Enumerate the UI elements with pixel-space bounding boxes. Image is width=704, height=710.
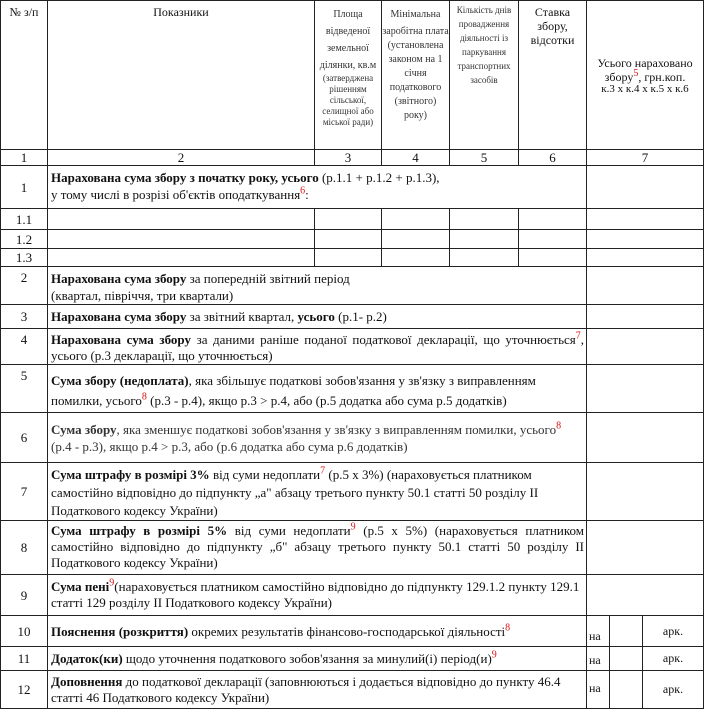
row-1-1 (1, 209, 704, 230)
row-12-description (48, 671, 587, 709)
row-4-total-cell[interactable] (587, 329, 704, 365)
header-row (1, 1, 704, 150)
rate-cell[interactable] (519, 230, 587, 249)
area-cell[interactable] (315, 249, 382, 267)
area-cell[interactable] (315, 209, 382, 230)
footnote-5: 5 (633, 68, 639, 79)
row-3-mid: за звітний квартал, (186, 309, 298, 324)
col-header-total (587, 1, 704, 150)
row-11-bold: Додаток(ки) (51, 651, 123, 666)
row-1 (1, 166, 704, 209)
na-label: на (587, 616, 610, 647)
row-4-tail: , усього (р.3 декларації, що уточнюється) (51, 332, 584, 363)
total-main: Усього нараховано збору (597, 56, 693, 84)
days-cell[interactable] (450, 230, 519, 249)
row-10-rest: окремих результатів фінансово-господарської діяльності (188, 623, 506, 639)
row-8-rest: від суми недоплати (227, 523, 351, 538)
min-wage-main: Мінімальна заробітна плата (382, 9, 449, 37)
row-3 (1, 305, 704, 329)
total-tail: , грн.коп. (638, 70, 686, 84)
row-11 (1, 647, 704, 671)
row-4-description (48, 329, 587, 365)
days-cell[interactable] (450, 209, 519, 230)
row-number: 3 (1, 305, 48, 329)
row-12 (1, 671, 704, 709)
row-12-bold: Доповнення (51, 674, 123, 689)
footnote-6: 6 (300, 185, 306, 197)
row-5-total-cell[interactable] (587, 365, 704, 413)
row-number: 7 (1, 463, 48, 521)
row-number: 1.1 (1, 209, 48, 230)
footnote-7: 7 (575, 330, 581, 342)
ark-label: арк. (643, 671, 704, 709)
row-number: 5 (1, 365, 48, 413)
sheets-count-input[interactable] (610, 671, 643, 709)
wage-cell[interactable] (382, 209, 450, 230)
row-number: 8 (1, 521, 48, 575)
sheets-count-input[interactable] (610, 647, 643, 671)
days-cell[interactable] (450, 249, 519, 267)
area-note: (затверджена рішенням сільської, селищної або міської ради) (322, 73, 374, 127)
days-text: Кількість днів провадження діяльності із паркування транспортних засобів (456, 5, 512, 85)
row-7-tail: (р.5 х 3%) (нараховується платником самостійно відповідно до підпункту „а" абзацу третього пункту 50.1 статті 50 розділу ІІ Податкового кодексу України) (51, 467, 539, 518)
total-cell[interactable] (587, 249, 704, 267)
row-8-bold: Сума штрафу в розмірі 5% (51, 523, 228, 538)
row-number: 10 (1, 616, 48, 647)
row-8-total-cell[interactable] (587, 521, 704, 575)
row-5-tail: (р.3 - р.4), якщо р.3 > р.4, або (р.5 додатка або сума р.5 додатків) (146, 393, 507, 408)
row-number: 12 (1, 671, 48, 709)
row-10 (1, 616, 704, 647)
row-7-rest: від суми недоплати (209, 467, 321, 482)
row-12-rest: до податкової декларації (заповнюються і додається відповідно до пункту 46.4 статті 46 Податкового кодексу України) (51, 674, 561, 705)
row-3-total-cell[interactable] (587, 305, 704, 329)
object-cell[interactable] (48, 249, 315, 267)
row-1-bold: Нарахована сума збору з початку року, усього (51, 170, 319, 185)
row-11-rest: щодо уточнення податкового зобов'язання за минулий(і) період(и) (122, 651, 492, 666)
col-header-rate: Ставка збору, відсотки (519, 1, 587, 150)
ark-label: арк. (643, 647, 704, 671)
row-5-rest: , яка збільшує податкові зобов'язання у зв'язку з виправленням помилки, усього (51, 373, 536, 408)
row-number: 4 (1, 329, 48, 365)
row-6-bold: Сума збору (51, 422, 117, 437)
row-1-line2: у тому числі в розрізі об'єктів оподаткування (51, 187, 301, 202)
area-main: Площа відведеної земельної ділянки, кв.м (319, 9, 377, 71)
row-1-description (48, 166, 587, 209)
row-2 (1, 267, 704, 305)
row-6 (1, 413, 704, 463)
row-2-line2: (квартал, півріччя, три квартали) (51, 288, 234, 303)
row-4-rest: за даними раніше поданої податкової декларації, що уточнюється (191, 332, 576, 347)
row-10-bold: Пояснення (розкриття) (51, 623, 189, 639)
row-3-description (48, 305, 587, 329)
sheets-count-input[interactable] (610, 616, 643, 647)
row-8-tail: (р.5 х 5%) (нараховується платником самостійно відповідно до підпункту „б" абзацу третього пункту 50.1 статті 50 розділу ІІ Податкового кодексу України) (51, 523, 584, 570)
row-3-rest: (р.1- р.2) (334, 309, 387, 324)
row-6-description (48, 413, 587, 463)
total-cell[interactable] (587, 209, 704, 230)
row-9-bold: Сума пені (51, 579, 110, 594)
row-number: 1.3 (1, 249, 48, 267)
row-9 (1, 575, 704, 616)
footnote-9: 9 (109, 577, 115, 589)
row-2-total-cell[interactable] (587, 267, 704, 305)
row-1-2 (1, 230, 704, 249)
row-1-rest: (р.1.1 + р.1.2 + р.1.3), (318, 170, 440, 185)
column-number-row (1, 150, 704, 166)
col-num-3: 3 (315, 150, 382, 166)
col-num-1: 1 (1, 150, 48, 166)
footnote-9: 9 (350, 521, 356, 533)
col-header-number: № з/п (1, 1, 48, 150)
col-header-min-wage (382, 1, 450, 150)
object-cell[interactable] (48, 230, 315, 249)
row-4 (1, 329, 704, 365)
row-5-bold: Сума збору (недоплата) (51, 373, 189, 388)
wage-cell[interactable] (382, 249, 450, 267)
col-header-indicators: Показники (48, 1, 315, 150)
row-number: 11 (1, 647, 48, 671)
footnote-9: 9 (491, 649, 497, 661)
na-label: на (587, 671, 610, 709)
row-9-description (48, 575, 587, 616)
row-7 (1, 463, 704, 521)
rate-cell[interactable] (519, 209, 587, 230)
col-header-days (450, 1, 519, 150)
row-7-bold: Сума штрафу в розмірі 3% (51, 467, 210, 482)
row-2-description (48, 267, 587, 305)
footnote-8: 8 (141, 391, 147, 403)
object-cell[interactable] (48, 209, 315, 230)
row-4-bold: Нарахована сума збору (51, 332, 191, 347)
row-1-total-cell[interactable] (587, 166, 704, 209)
row-7-description (48, 463, 587, 521)
row-2-bold: Нарахована сума збору (51, 271, 187, 286)
min-wage-note: (установлена законом на 1 січня податкового (звітного) року) (387, 40, 444, 121)
row-number: 2 (1, 267, 48, 305)
row-3-bold: Нарахована сума збору (51, 309, 187, 324)
row-10-description (48, 616, 587, 647)
row-number: 1.2 (1, 230, 48, 249)
col-num-6: 6 (519, 150, 587, 166)
row-8 (1, 521, 704, 575)
row-6-total-cell[interactable] (587, 413, 704, 463)
footnote-8: 8 (505, 622, 511, 634)
row-11-description (48, 647, 587, 671)
wage-cell[interactable] (382, 230, 450, 249)
ark-label: арк. (643, 616, 704, 647)
row-1-tail: : (305, 187, 309, 202)
row-9-total-cell[interactable] (587, 575, 704, 616)
total-cell[interactable] (587, 230, 704, 249)
col-header-area (315, 1, 382, 150)
total-formula: к.3 х к.4 х к.5 х к.6 (601, 83, 689, 95)
row-number: 6 (1, 413, 48, 463)
row-5 (1, 365, 704, 413)
row-number: 1 (1, 166, 48, 209)
row-9-tail: (нараховується платником самостійно відповідно до підпункту 129.1.2 пункту 129.1 статті 129 розділу ІІ Податкового кодексу України) (51, 579, 580, 610)
row-5-description (48, 365, 587, 413)
footnote-8: 8 (556, 420, 562, 432)
na-label: на (587, 647, 610, 671)
row-number: 9 (1, 575, 48, 616)
col-num-5: 5 (450, 150, 519, 166)
row-6-tail: (р.4 - р.3), якщо р.4 > р.3, або (р.6 додатка або сума р.6 додатків) (51, 439, 408, 454)
rate-cell[interactable] (519, 249, 587, 267)
row-1-3 (1, 249, 704, 267)
row-2-rest: за попередній звітний період (186, 271, 350, 286)
row-6-rest: , яка зменшує податкові зобов'язання у зв'язку з виправленням помилки, усього (116, 422, 557, 437)
row-7-total-cell[interactable] (587, 463, 704, 521)
col-num-7: 7 (587, 150, 704, 166)
col-num-2: 2 (48, 150, 315, 166)
row-8-description (48, 521, 587, 575)
footnote-7: 7 (320, 465, 326, 477)
col-num-4: 4 (382, 150, 450, 166)
row-3-bold2: усього (297, 309, 335, 324)
area-cell[interactable] (315, 230, 382, 249)
